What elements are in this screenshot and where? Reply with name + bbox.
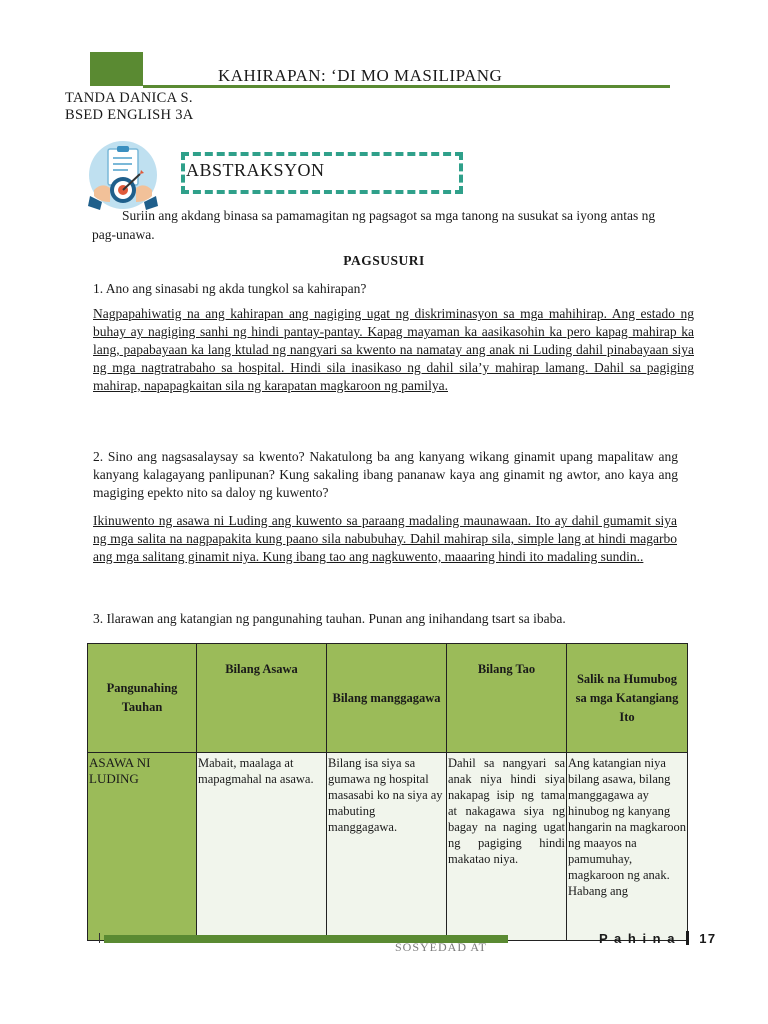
table-header: Salik na Humubog sa mga Katangiang Ito: [567, 644, 688, 753]
target-clipboard-icon: [88, 140, 158, 210]
character-chart: [87, 643, 688, 941]
author-course: BSED ENGLISH 3A: [65, 107, 194, 123]
footer-running-title: SOSYEDAD AT: [395, 940, 488, 954]
table-row: [88, 753, 688, 941]
table-header-row: [88, 644, 688, 753]
page-label: P a h i n a: [599, 931, 676, 946]
table-cell-character: ASAWA NI LUDING: [88, 753, 197, 941]
header-green-block: [90, 52, 143, 86]
question-3: 3. Ilarawan ang katangian ng pangunahing tauhan. Punan ang inihandang tsart sa ibaba.: [93, 611, 566, 626]
table-cell-as-spouse: Mabait, maalaga at mapagmahal na asawa.: [197, 753, 327, 941]
author-name: TANDA DANICA S.: [65, 90, 193, 106]
table-cell-factors: Ang katangian niya bilang asawa, bilang manggagawa ay hinubog ng kanyang hangarin na magkaroon ng maayos na pamumuhay, magkaroon ng anak. Habang ang: [567, 753, 688, 941]
table-header: Bilang Tao: [447, 644, 567, 753]
page-number-block: [599, 931, 717, 946]
section-heading: ABSTRAKSYON: [186, 160, 325, 180]
page-number: 17: [699, 931, 717, 946]
table-cell-as-worker: Bilang isa siya sa gumawa ng hospital masasabi ko na siya ay mabuting manggagawa.: [327, 753, 447, 941]
instructions-paragraph: Suriin ang akdang binasa sa pamamagitan ng pagsagot sa mga tanong na susukat sa iyong antas ng pag-unawa.: [92, 208, 656, 242]
answer-1: Nagpapahiwatig na ang kahirapan ang nagiging ugat ng diskriminasyon sa mga mahihirap. Ang estado ng buhay ay nagiging sanhi ng hindi pantay-pantay. Kapag mayaman ka aasikasohin ka pero kapag mahirap ka lang, papabayaan ka lang ktulad ng nangyari sa kwento na namatay ang anak ni Luding dahil pinabayaan siya ng mga nagtratrabaho sa hospital. Hindi sila inasikaso ng dahil sila’y mahirap lamang. Dahil sa pagiging mahirap, napapagkaitan sila ng karapatan magkaroon ng pamilya.: [93, 306, 694, 393]
table-header: Pangunahing Tauhan: [88, 644, 197, 753]
table-header: Bilang manggagawa: [327, 644, 447, 753]
document-title: KAHIRAPAN: ‘DI MO MASILIPANG: [218, 66, 503, 85]
table-cell-as-person: Dahil sa nangyari sa anak niya hindi siya nakapag isip ng tama at nakagawa siya ng bagay na naging ugat ng pagiging hindi makatao niya.: [447, 753, 567, 941]
footer-tick: [99, 933, 100, 943]
answer-2: Ikinuwento ng asawa ni Luding ang kuwento sa paraang madaling maunawaan. Ito ay dahil gumamit siya ng mga salita na nagpapakita kung paano sila nabubuhay. Dahil mahirap sila, simple lang at hindi magarbo ang mga salitang ginamit niya. Kung ibang tao ang nagkuwento, maaaring hindi ito madaling sundin..: [93, 513, 677, 564]
author-block: [65, 90, 194, 124]
subheading: PAGSUSURI: [343, 253, 425, 268]
page-separator: [686, 931, 689, 945]
header-rule: [143, 85, 670, 88]
table-header: Bilang Asawa: [197, 644, 327, 753]
question-1: 1. Ano ang sinasabi ng akda tungkol sa kahirapan?: [93, 281, 367, 296]
question-2: 2. Sino ang nagsasalaysay sa kwento? Nakatulong ba ang kanyang wikang ginamit upang mapalitaw ang kanyang kalagayang panlipunan? Kung sakaling ibang pananaw kaya ang ginamit ng awtor, ano kaya ang magiging epekto nito sa daloy ng kuwento?: [93, 449, 678, 500]
